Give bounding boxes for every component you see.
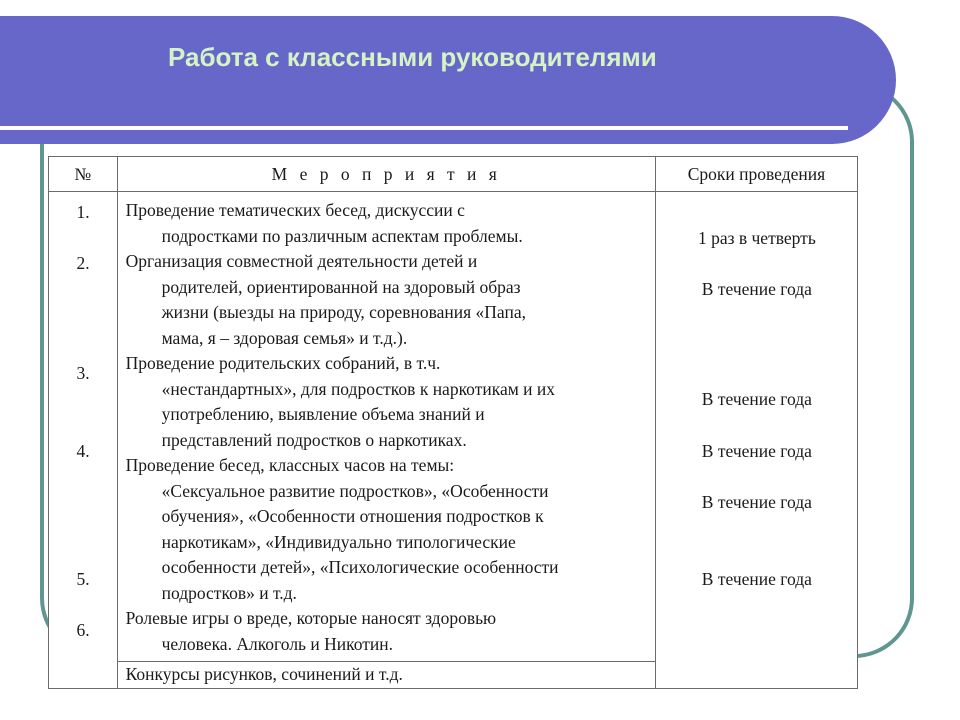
event-line: «Сексуальное развитие подростков», «Особенности — [161, 480, 549, 501]
event-line: подростков» и т.д. — [161, 582, 297, 603]
date-value: В течение года — [701, 279, 812, 299]
header-band — [0, 16, 896, 144]
event-line: Проведение тематических бесед, дискуссии с — [125, 200, 465, 220]
event-line: Проведение бесед, классных часов на темы: — [125, 455, 455, 475]
header-dates: Сроки проведения — [655, 157, 857, 192]
item-number: 6. — [76, 620, 90, 640]
item-number: 2. — [76, 253, 90, 273]
event-line: родителей, ориентированной на здоровый образ — [161, 276, 521, 297]
date-value: В течение года — [701, 441, 812, 461]
event-item — [126, 606, 649, 657]
events-column — [117, 192, 655, 689]
event-line: Проведение родительских собраний, в т.ч. — [125, 353, 441, 373]
event-item — [126, 453, 649, 606]
event-line: особенности детей», «Психологические особенности — [161, 557, 559, 577]
dates-column — [655, 192, 857, 689]
event-line: жизни (выезды на природу, соревнования «Папа, — [161, 302, 526, 322]
events-table — [48, 156, 858, 689]
event-line: Организация совместной деятельности детей и — [125, 251, 478, 271]
date-value: В течение года — [701, 569, 812, 589]
event-line: Ролевые игры о вреде, которые наносят здоровью — [125, 608, 497, 628]
date-value: 1 раз в четверть — [697, 228, 816, 248]
event-item — [126, 249, 649, 351]
event-item — [126, 351, 649, 453]
event-line: Конкурсы рисунков, сочинений и т.д. — [125, 664, 403, 684]
event-line: наркотикам», «Индивидуально типологические — [161, 531, 516, 552]
event-line: «нестандартных», для подростков к наркотикам и их — [161, 378, 556, 399]
date-value: В течение года — [701, 389, 812, 409]
header-underline — [0, 126, 848, 130]
event-line: подростками по различным аспектам проблемы. — [161, 225, 523, 246]
event-item — [118, 661, 655, 688]
item-number: 1. — [76, 202, 90, 222]
event-line: мама, я – здоровая семья» и т.д.). — [161, 327, 408, 348]
event-line: представлений подростков о наркотиках. — [161, 429, 467, 450]
slide-title: Работа с классными руководителями — [168, 42, 657, 72]
event-line: человека. Алкоголь и Никотин. — [161, 633, 394, 654]
table-body-row — [49, 192, 858, 689]
header-number: № — [49, 157, 118, 192]
header-events: М е р о п р и я т и я — [117, 157, 655, 192]
table-header-row — [49, 157, 858, 192]
event-item — [126, 198, 649, 249]
numbers-column — [49, 192, 118, 689]
event-line: употреблению, выявление объема знаний и — [161, 404, 485, 424]
event-line: обучения», «Особенности отношения подростков к — [161, 506, 544, 526]
item-number: 4. — [76, 441, 90, 461]
item-number: 5. — [76, 569, 90, 589]
item-number: 3. — [76, 363, 90, 383]
date-value: В течение года — [701, 492, 812, 512]
